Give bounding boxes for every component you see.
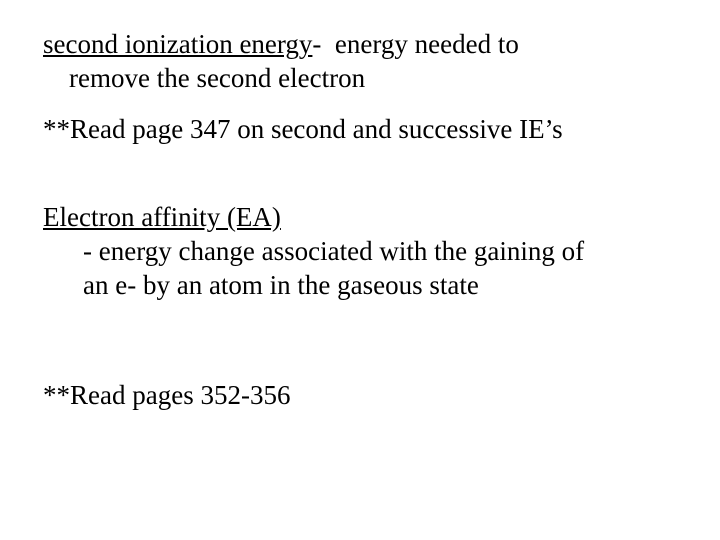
read-ea-note — [43, 378, 703, 412]
second-ie-term: second ionization energy — [43, 29, 313, 59]
second-ie-definition-2: remove the second electron — [69, 63, 366, 93]
second-ionization-energy-block — [43, 27, 703, 95]
second-ie-dash: - — [312, 29, 322, 59]
read-ie-note — [43, 112, 703, 146]
electron-affinity-definition-2: an e- by an atom in the gaseous state — [83, 270, 479, 300]
second-ie-line-1 — [43, 27, 703, 61]
read-ea-text: **Read pages 352-356 — [43, 380, 291, 410]
electron-affinity-term: Electron affinity (EA) — [43, 202, 281, 232]
electron-affinity-definition-1: - energy change associated with the gaining of — [83, 236, 585, 266]
second-ie-definition-1: energy needed to — [321, 29, 519, 59]
electron-affinity-block — [43, 200, 703, 302]
read-ie-text: **Read page 347 on second and successive IE’s — [43, 114, 563, 144]
